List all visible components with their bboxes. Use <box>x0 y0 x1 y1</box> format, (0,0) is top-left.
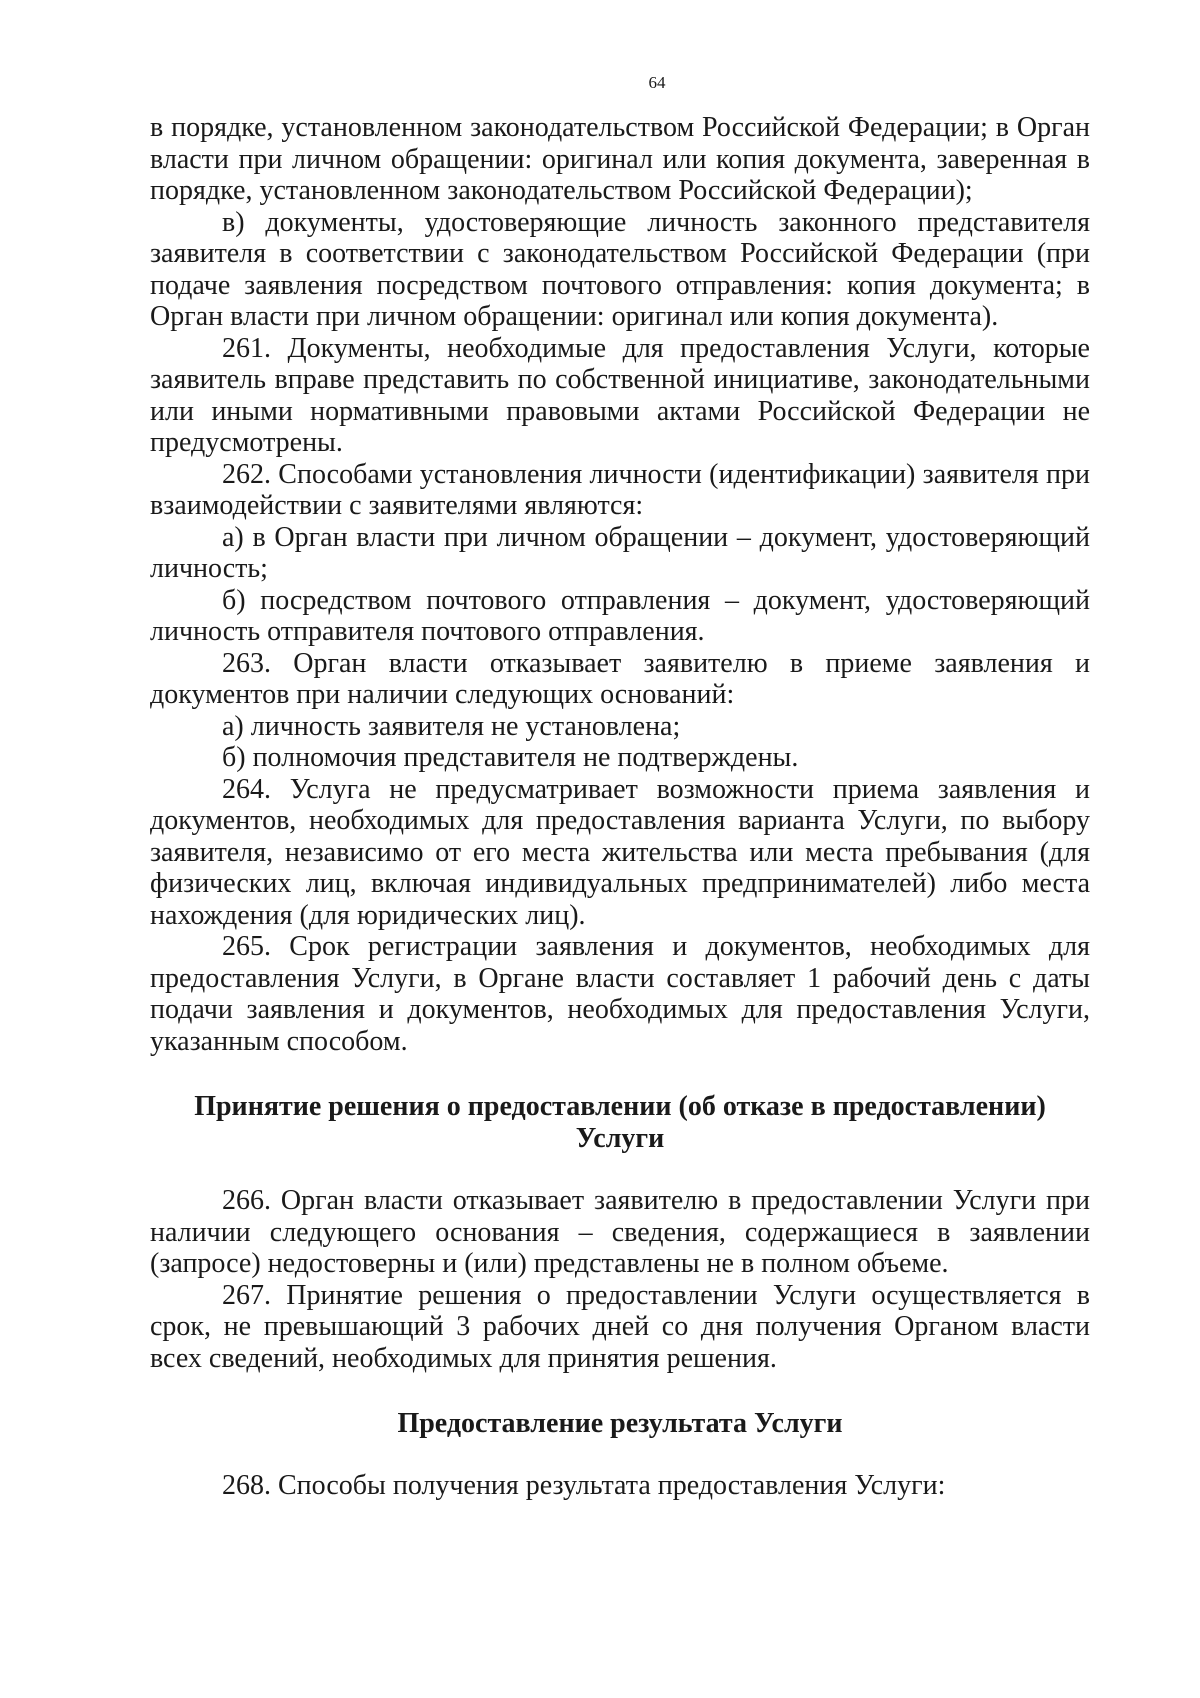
paragraph-264: 264. Услуга не предусматривает возможности приема заявления и документов, необходимых для предоставления варианта Услуги, по выбору заявителя, независимо от его места жительства или места пребывания (для физических лиц, включая индивидуальных предпринимателей) либо места нахождения (для юридических лиц). <box>150 773 1090 931</box>
section-heading-result: Предоставление результата Услуги <box>397 1408 843 1439</box>
section-heading-decision <box>150 1091 1090 1155</box>
paragraph-263-a: а) личность заявителя не установлена; <box>222 710 681 742</box>
paragraph-267: 267. Принятие решения о предоставлении Услуги осуществляется в срок, не превышающий 3 рабочих дней со дня получения Органом власти всех сведений, необходимых для принятия решения. <box>150 1279 1090 1374</box>
document-body <box>150 112 1090 1502</box>
paragraph-263: 263. Орган власти отказывает заявителю в приеме заявления и документов при наличии следующих оснований: <box>150 647 1090 710</box>
paragraph-268: 268. Способы получения результата предоставления Услуги: <box>222 1470 946 1501</box>
paragraph-266: 266. Орган власти отказывает заявителю в предоставлении Услуги при наличии следующего основания – сведения, содержащиеся в заявлении (запросе) недостоверны и (или) представлены не в полном объеме. <box>150 1185 1090 1279</box>
paragraph-265: 265. Срок регистрации заявления и документов, необходимых для предоставления Услуги, в Органе власти составляет 1 рабочий день с даты подачи заявления и документов, необходимых для предоставления Услуги, указанным способом. <box>150 931 1090 1057</box>
paragraph-item-v: в) документы, удостоверяющие личность законного представителя заявителя в соответствии с законодательством Российской Федерации (при подаче заявления посредством почтового отправления: копия документа; в Орган власти при личном обращении: оригинал или копия документа). <box>150 206 1090 332</box>
paragraph-262-b: б) посредством почтового отправления – документ, удостоверяющий личность отправителя почтового отправления. <box>150 584 1090 647</box>
section-heading-decision-line2: Услуги <box>575 1123 665 1154</box>
paragraph-262: 262. Способами установления личности (идентификации) заявителя при взаимодействии с заявителями являются: <box>150 458 1090 521</box>
paragraph-261: 261. Документы, необходимые для предоставления Услуги, которые заявитель вправе представить по собственной инициативе, законодательными или иными нормативными правовыми актами Российской Федерации не предусмотрены. <box>150 332 1090 458</box>
section-heading-decision-line1: Принятие решения о предоставлении (об отказе в предоставлении) <box>194 1091 1046 1122</box>
page-number: 64 <box>648 73 666 92</box>
paragraph-263-b: б) полномочия представителя не подтверждены. <box>222 742 799 773</box>
paragraph-262-a: а) в Орган власти при личном обращении – документ, удостоверяющий личность; <box>150 521 1090 584</box>
paragraph-continuation: в порядке, установленном законодательством Российской Федерации; в Орган власти при личном обращении: оригинал или копия документа, заверенная в порядке, установленном законодательством Российской Федерации); <box>150 112 1090 206</box>
